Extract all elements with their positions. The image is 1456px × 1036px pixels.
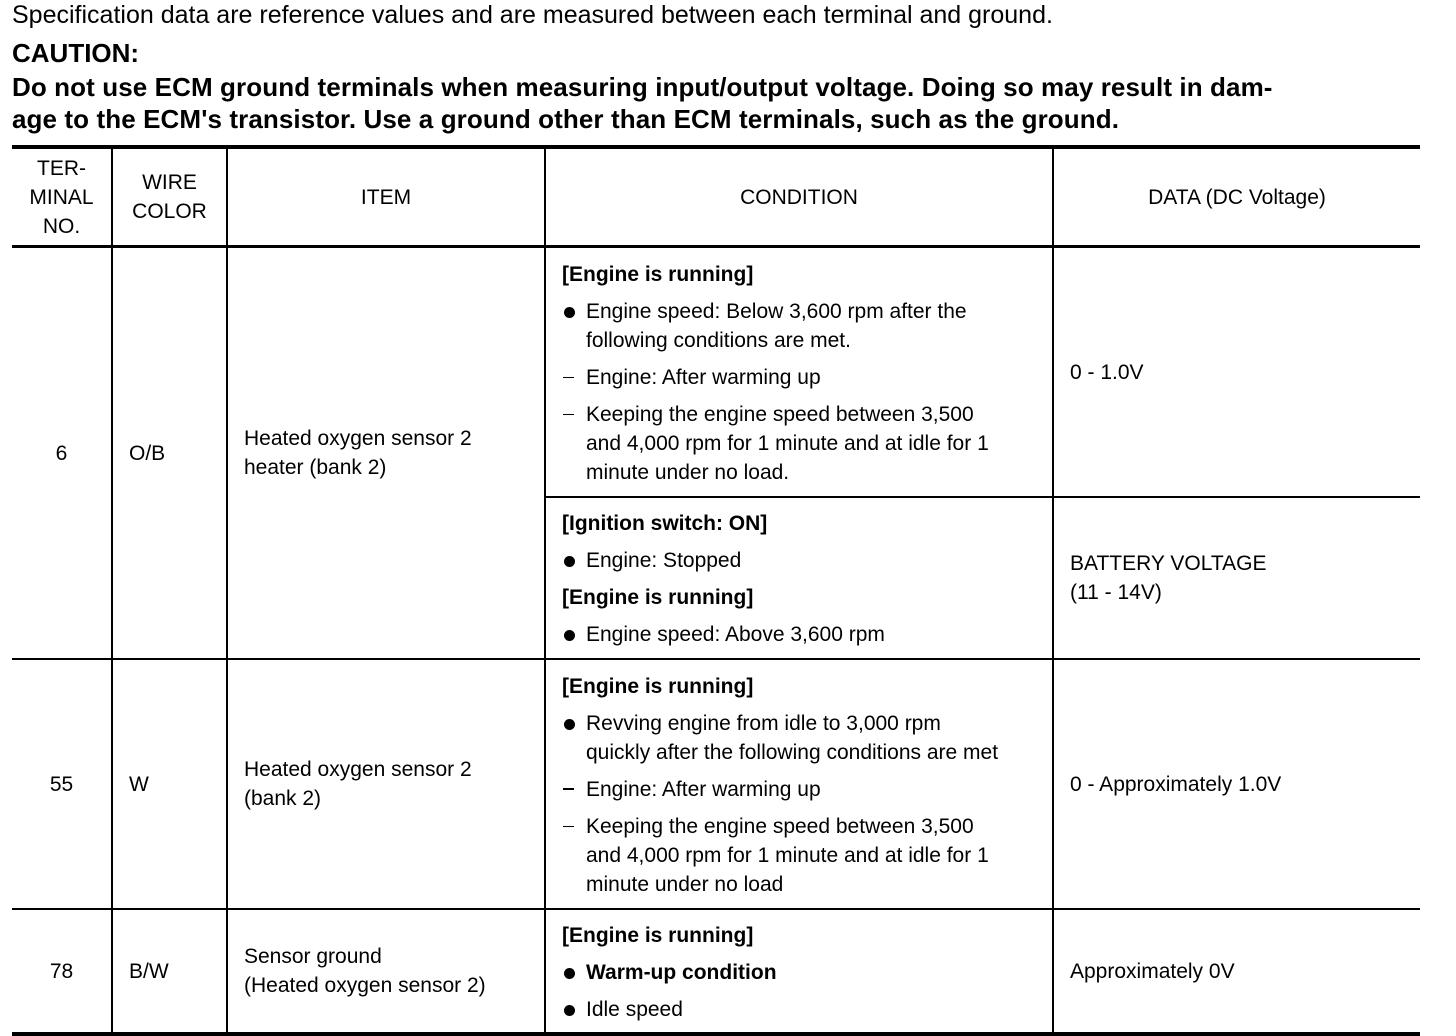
condition-text: quickly after the following conditions are met [586,740,999,764]
item-cell [227,247,545,660]
table-row [12,909,1420,1034]
condition-item [562,775,1044,804]
condition-item [562,400,1044,487]
header-wire-color [112,147,227,247]
caution-title: CAUTION: [12,38,140,68]
condition-text: Keeping the engine speed between 3,500 [586,402,974,426]
condition-text: Warm-up condition [586,960,777,984]
wire-color-cell: O/B [112,247,227,660]
intro-text: Specification data are reference values and are measured between each terminal and ground. [12,1,1053,29]
item-line: heater (bank 2) [244,456,387,479]
condition-text: following conditions are met. [586,328,851,352]
header-terminal-line-1: TER- [37,156,86,180]
item-cell [227,659,545,909]
condition-heading: [Engine is running] [562,262,754,286]
condition-item [562,620,1044,649]
condition-cell [545,247,1053,498]
item-line: Heated oxygen sensor 2 [244,427,472,450]
condition-item [562,297,1044,355]
condition-item [562,546,1044,575]
terminal-cell: 55 [12,659,112,909]
condition-heading: [Engine is running] [562,674,754,698]
item-line: Sensor ground [244,945,382,968]
wire-color-cell: W [112,659,227,909]
data-cell: 0 - 1.0V [1053,247,1420,498]
data-line: BATTERY VOLTAGE [1070,552,1267,575]
condition-item [562,812,1044,899]
header-terminal-line-2: MINAL [29,185,94,209]
condition-text: Engine: After warming up [586,365,821,389]
condition-heading: [Engine is running] [562,923,754,947]
item-cell [227,909,545,1034]
condition-text: Keeping the engine speed between 3,500 [586,814,974,838]
condition-text: Engine: Stopped [586,549,742,572]
condition-item [562,709,1044,767]
condition-item [562,363,1044,392]
header-wire-line-1: WIRE [142,171,197,194]
caution-line-2: age to the ECM's transistor. Use a ground other than ECM terminals, such as the ground. [12,104,1120,134]
condition-heading: [Ignition switch: ON] [562,512,768,535]
header-data: DATA (DC Voltage) [1053,147,1420,247]
item-line: (Heated oxygen sensor 2) [244,974,486,997]
data-cell [1053,497,1420,659]
terminal-spec-table [12,145,1420,1036]
condition-item [562,995,1044,1024]
terminal-cell: 6 [12,247,112,660]
header-wire-line-2: COLOR [132,200,207,223]
header-row [12,147,1420,247]
condition-text: Engine speed: Above 3,600 rpm [586,623,885,646]
terminal-cell: 78 [12,909,112,1034]
header-condition: CONDITION [545,147,1053,247]
header-terminal-line-3: NO. [42,214,81,238]
condition-text: Engine speed: Below 3,600 rpm after the [586,299,967,323]
condition-text: minute under no load. [586,460,790,484]
caution-body [12,71,1424,135]
header-terminal-no [12,147,112,247]
condition-text: Engine: After warming up [586,777,821,801]
condition-cell [545,909,1053,1034]
condition-cell [545,497,1053,659]
condition-text: Idle speed [586,997,683,1021]
data-cell: 0 - Approximately 1.0V [1053,659,1420,909]
condition-text: and 4,000 rpm for 1 minute and at idle for 1 [586,843,989,867]
condition-heading: [Engine is running] [562,586,754,609]
condition-text: Revving engine from idle to 3,000 rpm [586,711,941,735]
condition-item [562,958,1044,987]
table-row [12,247,1420,498]
condition-cell [545,659,1053,909]
item-line: Heated oxygen sensor 2 [244,758,472,781]
header-item: ITEM [227,147,545,247]
data-cell: Approximately 0V [1053,909,1420,1034]
wire-color-cell: B/W [112,909,227,1034]
item-line: (bank 2) [244,787,322,810]
condition-text: and 4,000 rpm for 1 minute and at idle for 1 [586,431,989,455]
data-line: (11 - 14V) [1070,581,1162,604]
condition-text: minute under no load [586,872,784,896]
table-row [12,659,1420,909]
caution-line-1: Do not use ECM ground terminals when measuring input/output voltage. Doing so may result in dam- [12,72,1273,102]
